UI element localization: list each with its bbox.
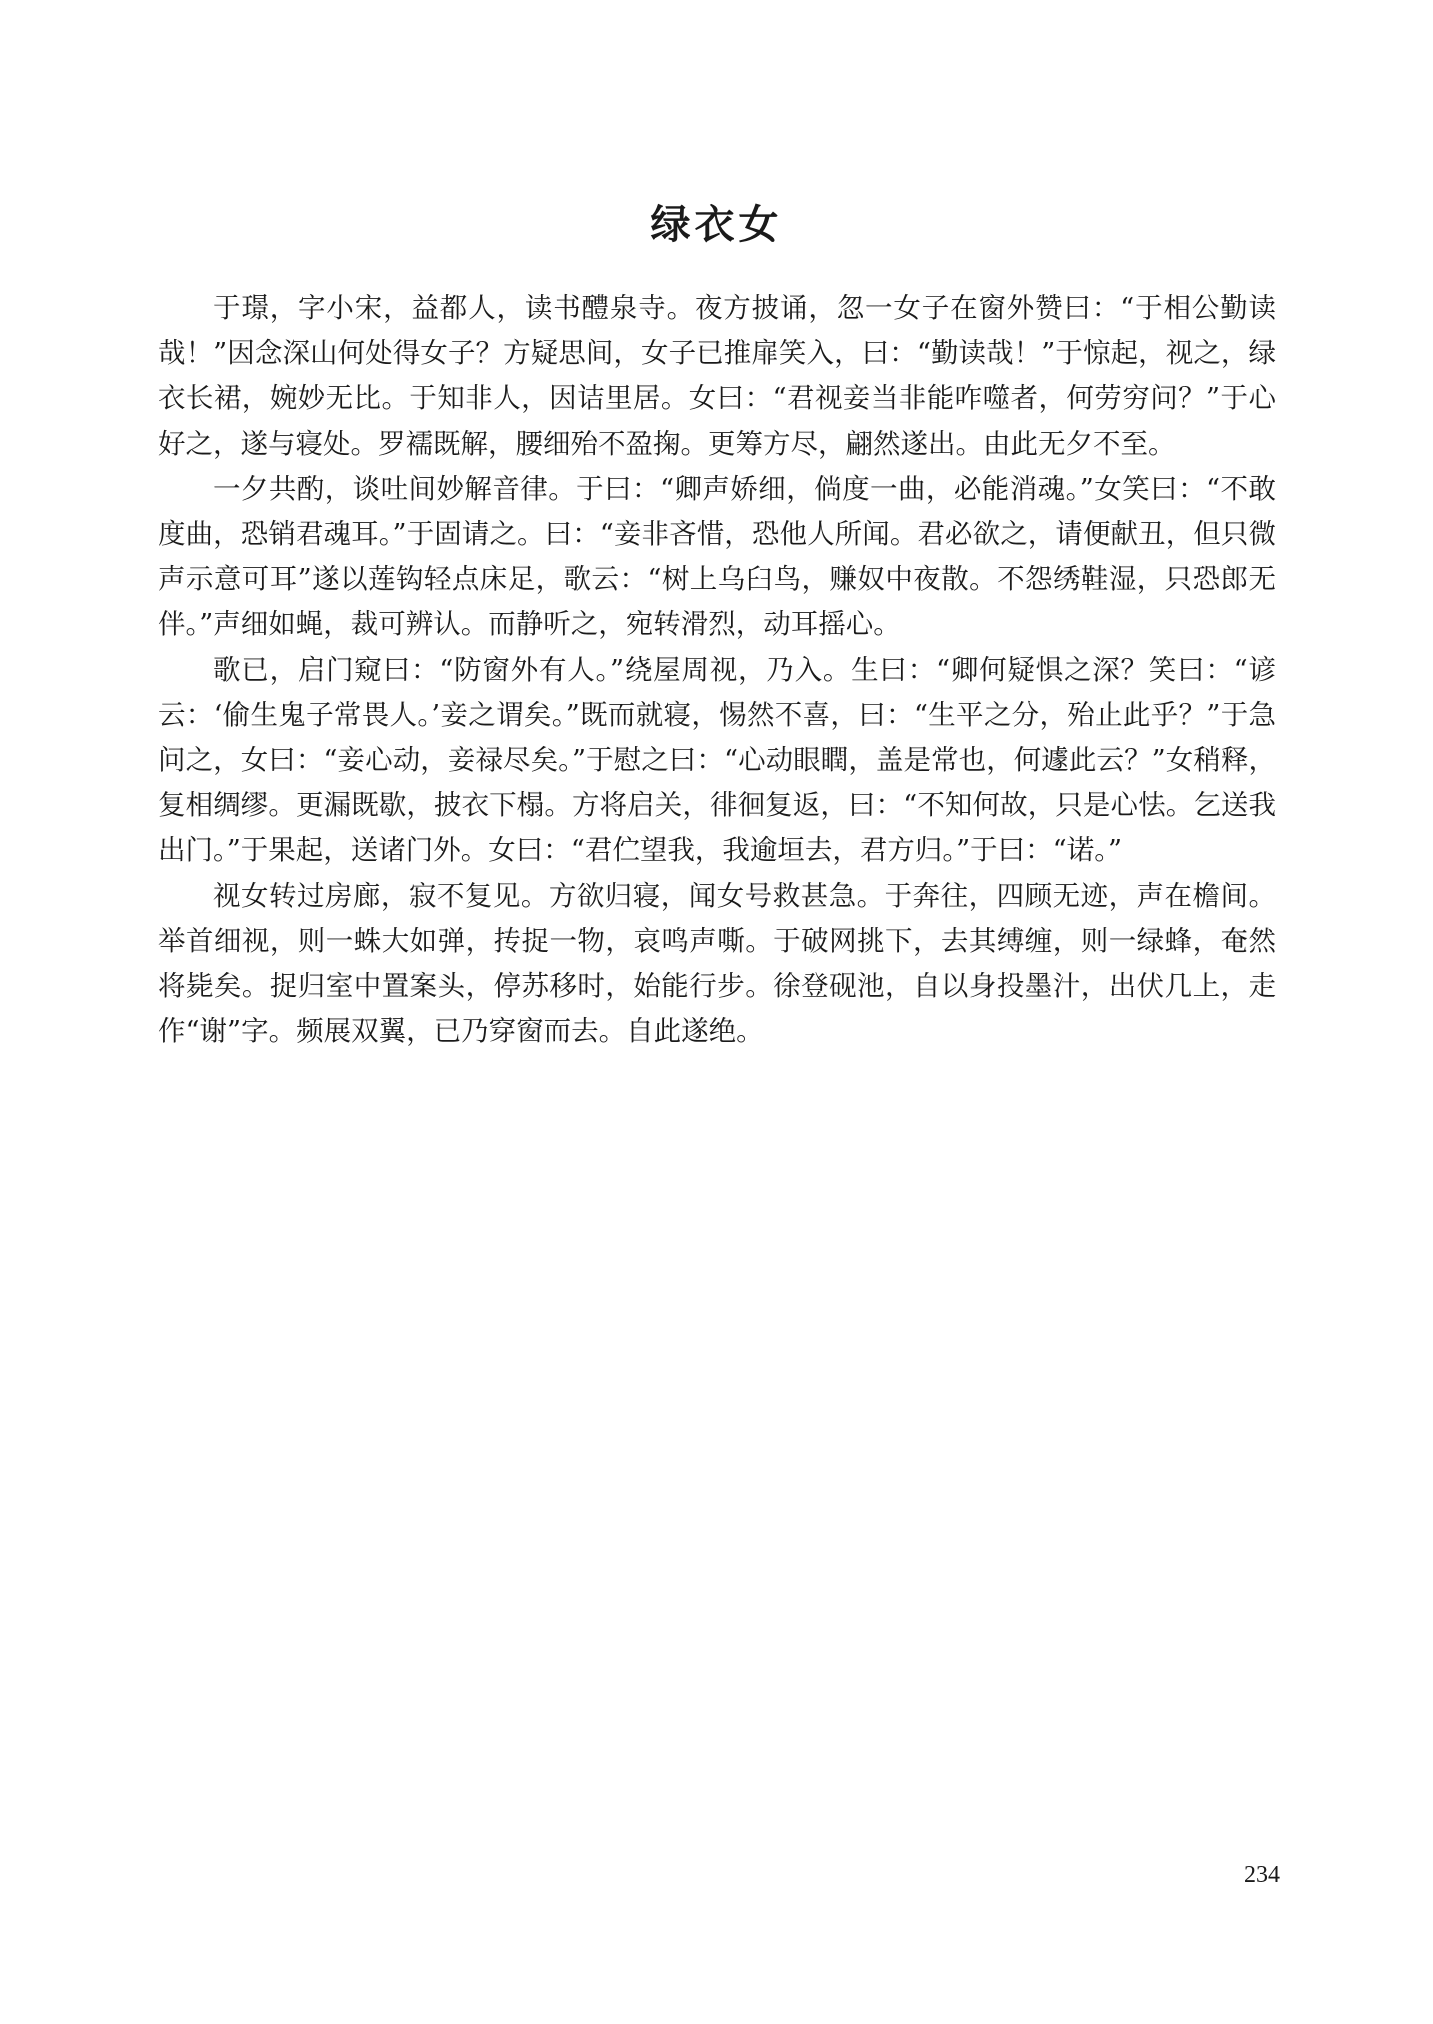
paragraph-1: 于璟，字小宋，益都人，读书醴泉寺。夜方披诵，忽一女子在窗外赞曰：“于相公勤读哉！”因念深山何处得女子？方疑思间，女子已推扉笑入，曰：“勤读哉！”于惊起，视之，绿衣长裙，婉妙无比。于知非人，因诘里居。女曰：“君视妾当非能咋噬者，何劳穷问？”于心好之，遂与寝处。罗襦既解，腰细殆不盈掬。更筹方尽，翩然遂出。由此无夕不至。 xyxy=(158,292,1276,460)
paragraph-4: 视女转过房廊，寂不复见。方欲归寝，闻女号救甚急。于奔往，四顾无迹，声在檐间。举首细视，则一蛛大如弹，抟捉一物，哀鸣声嘶。于破网挑下，去其缚缠，则一绿蜂，奄然将毙矣。捉归室中置案头，停苏移时，始能行步。徐登砚池，自以身投墨汁，出伏几上，走作“谢”字。频展双翼，已乃穿窗而去。自此遂绝。 xyxy=(158,879,1276,1048)
paragraph-2: 一夕共酌，谈吐间妙解音律。于曰：“卿声娇细，倘度一曲，必能消魂。”女笑曰：“不敢度曲，恐销君魂耳。”于固请之。曰：“妾非吝惜，恐他人所闻。君必欲之，请便献丑，但只微声示意可耳”遂以莲钩轻点床足，歌云：“树上乌臼鸟，赚奴中夜散。不怨绣鞋湿，只恐郎无伴。”声细如蝇，裁可辨认。而静听之，宛转滑烈，动耳摇心。 xyxy=(158,472,1276,641)
page-number: 234 xyxy=(1244,1862,1280,1888)
page-title: 绿衣女 xyxy=(650,201,783,248)
paragraph-3: 歌已，启门窥曰：“防窗外有人。”绕屋周视，乃入。生曰：“卿何疑惧之深？笑曰：“谚云：‘偷生鬼子常畏人。’妾之谓矣。”既而就寝，惕然不喜，曰：“生平之分，殆止此乎？”于急问之，女曰：“妾心动，妾禄尽矣。”于慰之曰：“心动眼瞤，盖是常也，何遽此云？”女稍释，复相绸缪。更漏既歇，披衣下榻。方将启关，徘徊复返，曰：“不知何故，只是心怯。乞送我出门。”于果起，送诸门外。女曰：“君伫望我，我逾垣去，君方归。”于曰：“诺。” xyxy=(158,653,1276,867)
story-body xyxy=(158,286,1276,1054)
